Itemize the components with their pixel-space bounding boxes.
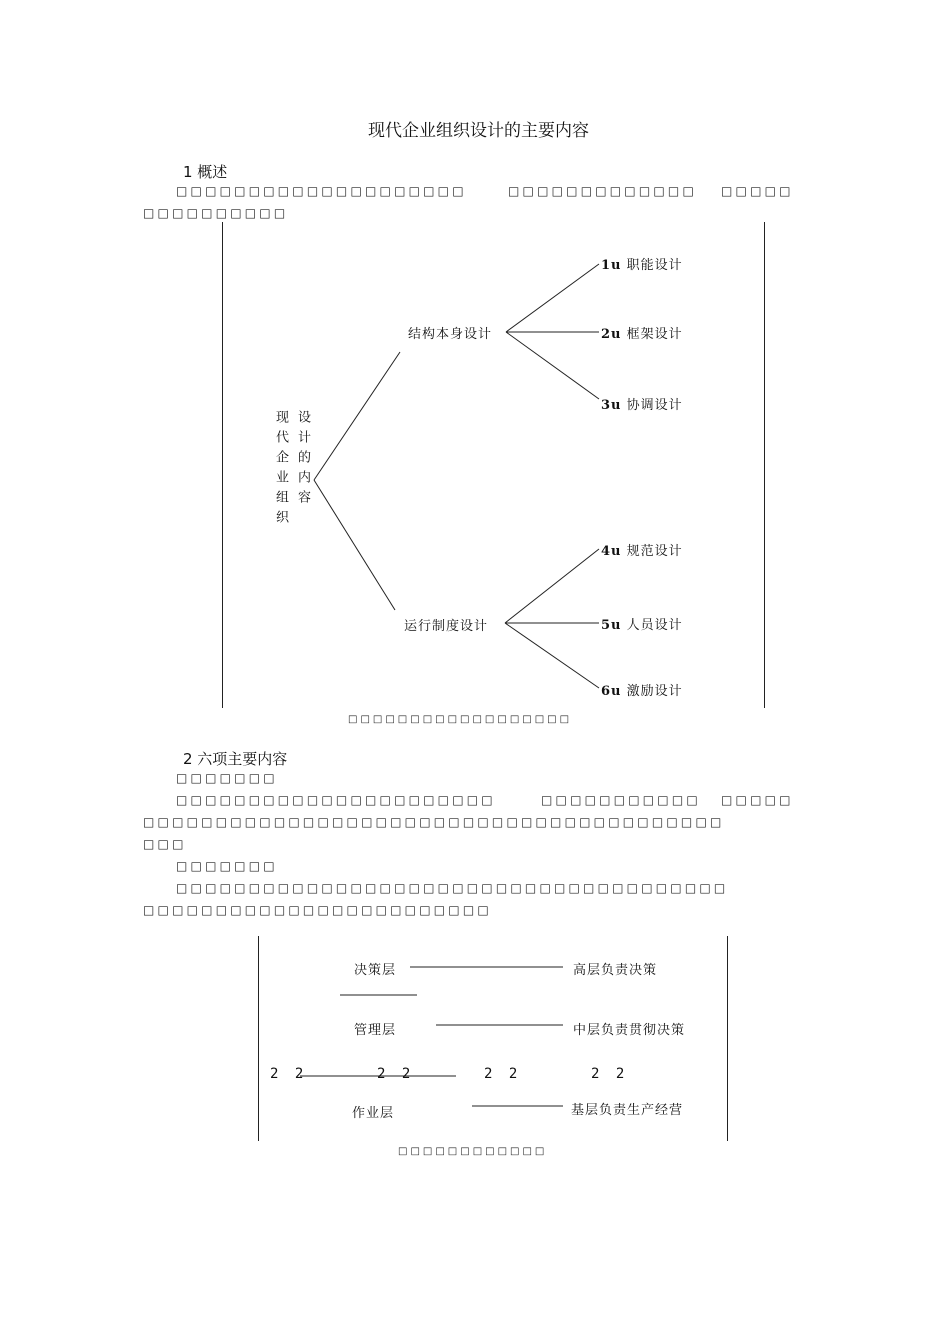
branch-operation-design: 运行制度设计 (404, 619, 489, 634)
hierarchy-diagram (258, 936, 730, 1141)
leaf-item: 3u 协调设计 (601, 398, 683, 413)
paragraph-text: □□□□□□□□□□□□□ (508, 184, 697, 198)
paragraph-text: □□□□□□□□□□□□□□□□□□□□ (176, 184, 467, 198)
paragraph-text: □□□□□□□□□□ (143, 206, 289, 220)
section-heading-six-items: 2 六项主要内容 (183, 750, 288, 768)
branch-structure-design: 结构本身设计 (408, 327, 493, 342)
paragraph-text: □□□□□□□□□□□□□□□□□□□□□□□□□□□□□□□□□□□□□□ (176, 881, 729, 895)
leaf-item: 5u 人员设计 (601, 618, 683, 633)
paragraph-text: □□□□□ (721, 184, 794, 198)
number-label: 2 2 (270, 1066, 308, 1082)
leaf-item: 2u 框架设计 (601, 327, 683, 342)
figure-caption: □□□□□□□□□□□□ (398, 1146, 548, 1157)
root-label-org: 现代企业组织 (273, 410, 288, 530)
level-label-operation: 作业层 (352, 1106, 395, 1121)
subheading-text: □□□□□□□ (176, 771, 278, 785)
number-label: 2 2 (377, 1066, 415, 1082)
leaf-item: 4u 规范设计 (601, 544, 683, 559)
number-label: 2 2 (484, 1066, 522, 1082)
level-label-management: 管理层 (354, 1023, 397, 1038)
tree-diagram (222, 222, 767, 708)
level-desc-middle: 中层负责贯彻决策 (573, 1023, 686, 1038)
paragraph-text: □□□□□□□□□□□□□□□□□□□□□□ (176, 793, 496, 807)
level-desc-top: 高层负责决策 (573, 963, 658, 978)
root-label-design: 设计的内容 (295, 410, 310, 510)
level-desc-base: 基层负责生产经营 (571, 1103, 684, 1118)
subheading-text: □□□□□□□ (176, 859, 278, 873)
leaf-item: 6u 激励设计 (601, 684, 683, 699)
paragraph-text: □□□□□□□□□□□ (541, 793, 701, 807)
paragraph-text: □□□□□□□□□□□□□□□□□□□□□□□□ (143, 903, 492, 917)
section-heading-overview: 1 概述 (183, 163, 228, 181)
page-title: 现代企业组织设计的主要内容 (368, 121, 589, 141)
paragraph-text: □□□ (143, 837, 187, 851)
figure-caption: □□□□□□□□□□□□□□□□□□ (348, 714, 573, 725)
number-label: 2 2 (591, 1066, 629, 1082)
level-label-decision: 决策层 (354, 963, 397, 978)
paragraph-text: □□□□□ (721, 793, 794, 807)
paragraph-text: □□□□□□□□□□□□□□□□□□□□□□□□□□□□□□□□□□□□□□□□ (143, 815, 725, 829)
leaf-item: 1u 职能设计 (601, 258, 683, 273)
